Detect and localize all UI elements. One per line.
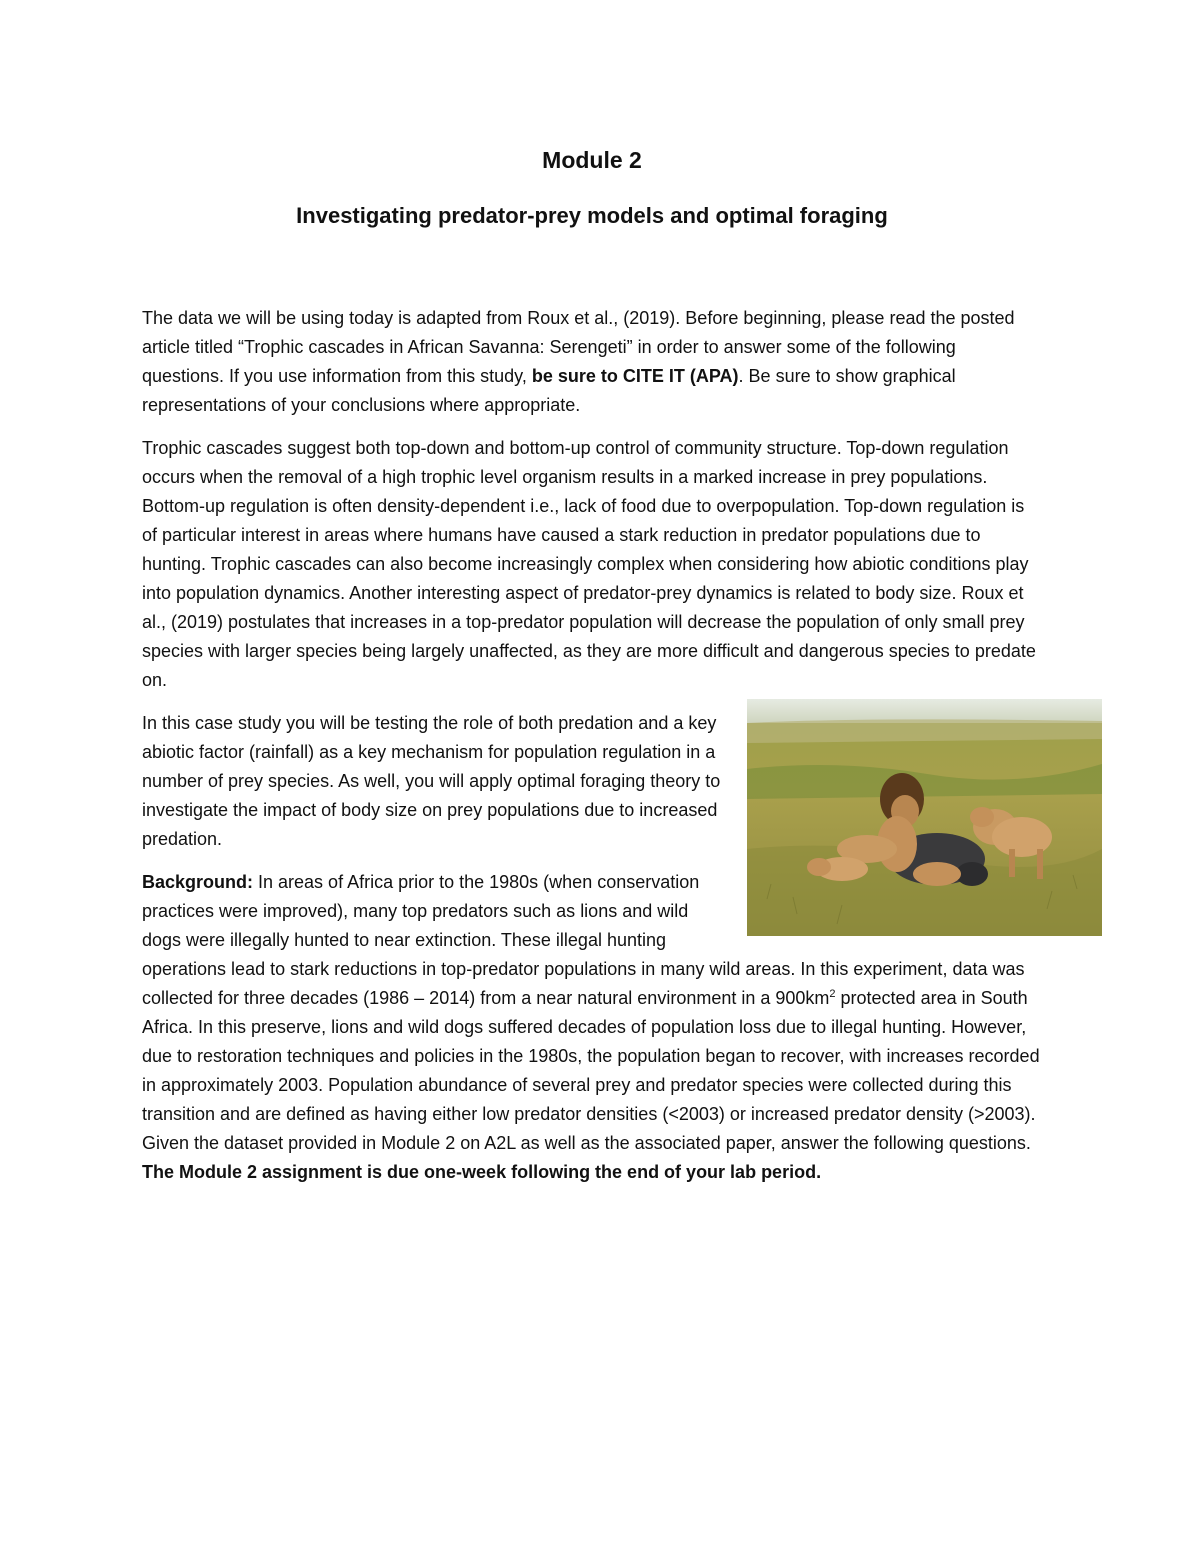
page-title: Module 2 — [542, 147, 642, 173]
background-text-1: In areas of Africa prior to the 1980s (when conservation practices were improved), many top predators such as lions and wild dogs were illegally hunted to near extinction. These illegal hunting operations lead to stark reductions in top-predator populations in many wild areas. In this experiment, data was collected for three decades (1986 – 2014) from a near natural environment in a 900km — [142, 872, 1025, 1008]
superscript-2: 2 — [829, 988, 836, 1000]
intro-paragraph — [142, 304, 1042, 420]
lions-feeding-photo — [747, 699, 1102, 936]
intro-text-1: The data we will be using today is adapted from Roux et al., (2019). Before beginning, please read the posted article titled “Trophic cascades in African Savanna: Serengeti” in order to answer some of the following questions. If you use information from this study, — [142, 308, 1015, 386]
background-text-2: protected area in South Africa. In this preserve, lions and wild dogs suffered decades of population loss due to illegal hunting. However, due to restoration techniques and policies in the 1980s, the population began to recover, with increases recorded in approximately 2003. Population abundance of several prey and predator species were collected during this transition and are defined as having either low predator densities (<2003) or increased predator density (>2003). Given the dataset provided in Module 2 on A2L as well as the associated paper, answer the following questions. — [142, 988, 1040, 1153]
case-study-paragraph: In this case study you will be testing the role of both predation and a key abiotic factor (rainfall) as a key mechanism for population regulation in a number of prey species. As well, you will apply optimal foraging theory to investigate the impact of body size on prey populations due to increased predation. — [142, 713, 721, 849]
due-date-emphasis: The Module 2 assignment is due one-week following the end of your lab period. — [142, 1162, 822, 1182]
cite-emphasis: be sure to CITE IT (APA) — [531, 366, 739, 386]
background-label: Background: — [142, 872, 254, 892]
trophic-paragraph: Trophic cascades suggest both top-down and bottom-up control of community structure. Top-down regulation occurs when the removal of a high trophic level organism results in a marked increase in prey populations. Bottom-up regulation is often density-dependent i.e., lack of food due to overpopulation. Top-down regulation is of particular interest in areas where humans have caused a stark reduction in predator populations due to hunting. Trophic cascades can also become increasingly complex when considering how abiotic conditions play into population dynamics. Another interesting aspect of predator-prey dynamics is related to body size. Roux et al., (2019) postulates that increases in a top-predator population will decrease the population of only small prey species with larger species being largely unaffected, as they are more difficult and dangerous species to predate on. — [142, 438, 1036, 690]
intro-text-2: . Be sure to show graphical representations of your conclusions where appropriate. — [142, 366, 956, 415]
page-subtitle: Investigating predator-prey models and optimal foraging — [296, 203, 888, 228]
